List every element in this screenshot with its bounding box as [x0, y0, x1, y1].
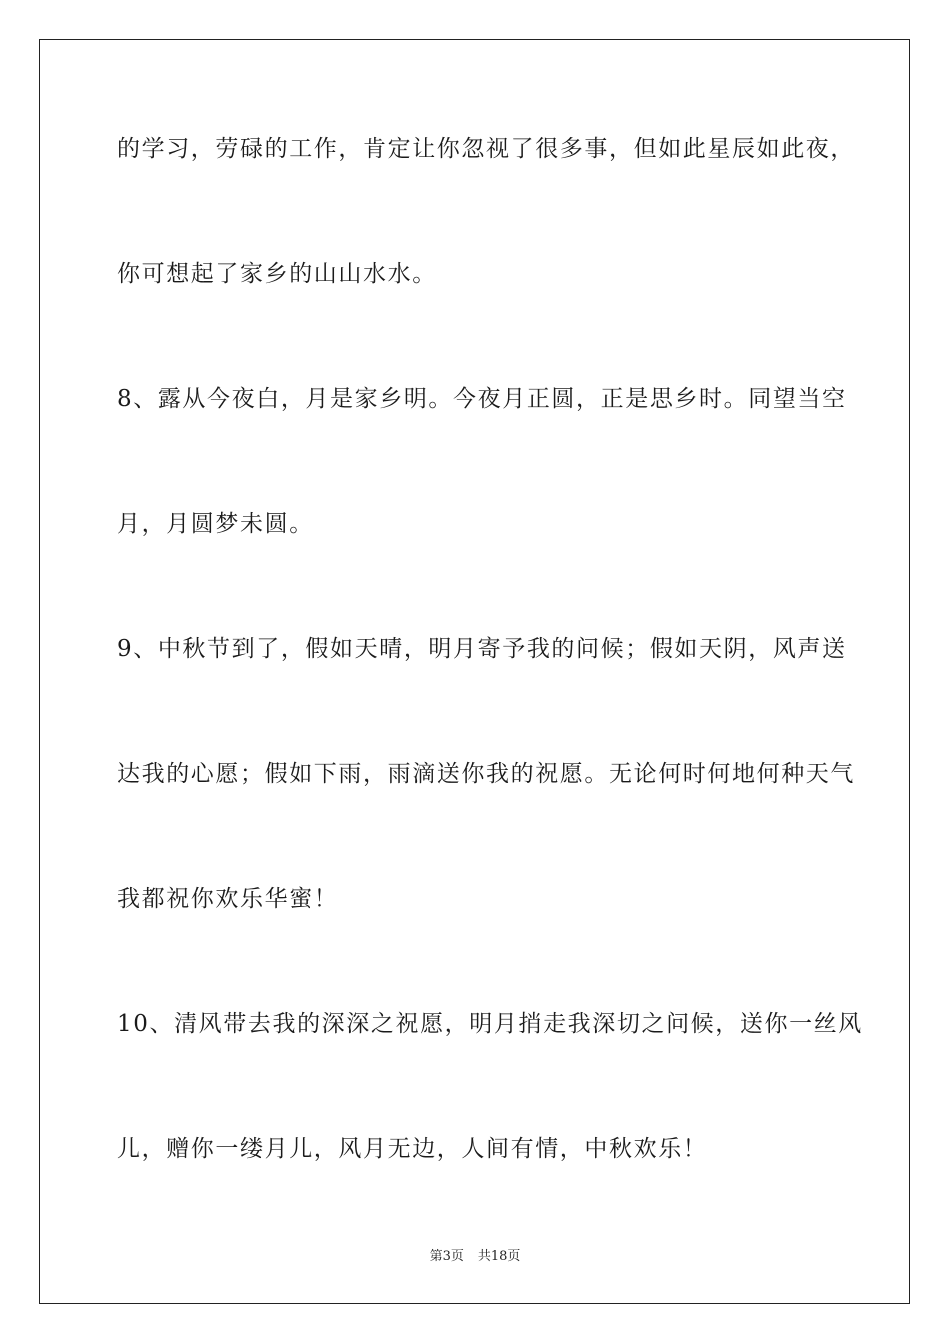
text-line: 8、露从今夜白，月是家乡明。今夜月正圆，正是思乡时。同望当空 — [117, 386, 847, 412]
text-line: 10、清风带去我的深深之祝愿，明月捎走我深切之问候，送你一丝风 — [117, 1011, 863, 1037]
page-border — [39, 39, 910, 1304]
page-number: 第3页 — [429, 1249, 464, 1264]
text-line: 的学习，劳碌的工作，肯定让你忽视了很多事，但如此星辰如此夜， — [117, 136, 855, 162]
text-line: 我都祝你欢乐华蜜！ — [117, 886, 339, 912]
text-line: 儿，赠你一缕月儿，风月无边，人间有情，中秋欢乐！ — [117, 1136, 708, 1162]
text-line: 9、中秋节到了，假如天晴，明月寄予我的问候；假如天阴，风声送 — [117, 636, 847, 662]
text-line: 你可想起了家乡的山山水水。 — [117, 261, 437, 287]
page-total: 共18页 — [477, 1249, 521, 1264]
page-footer — [0, 1245, 950, 1264]
text-line: 达我的心愿；假如下雨，雨滴送你我的祝愿。无论何时何地何种天气 — [117, 761, 855, 787]
text-line: 月，月圆梦未圆。 — [117, 511, 314, 537]
